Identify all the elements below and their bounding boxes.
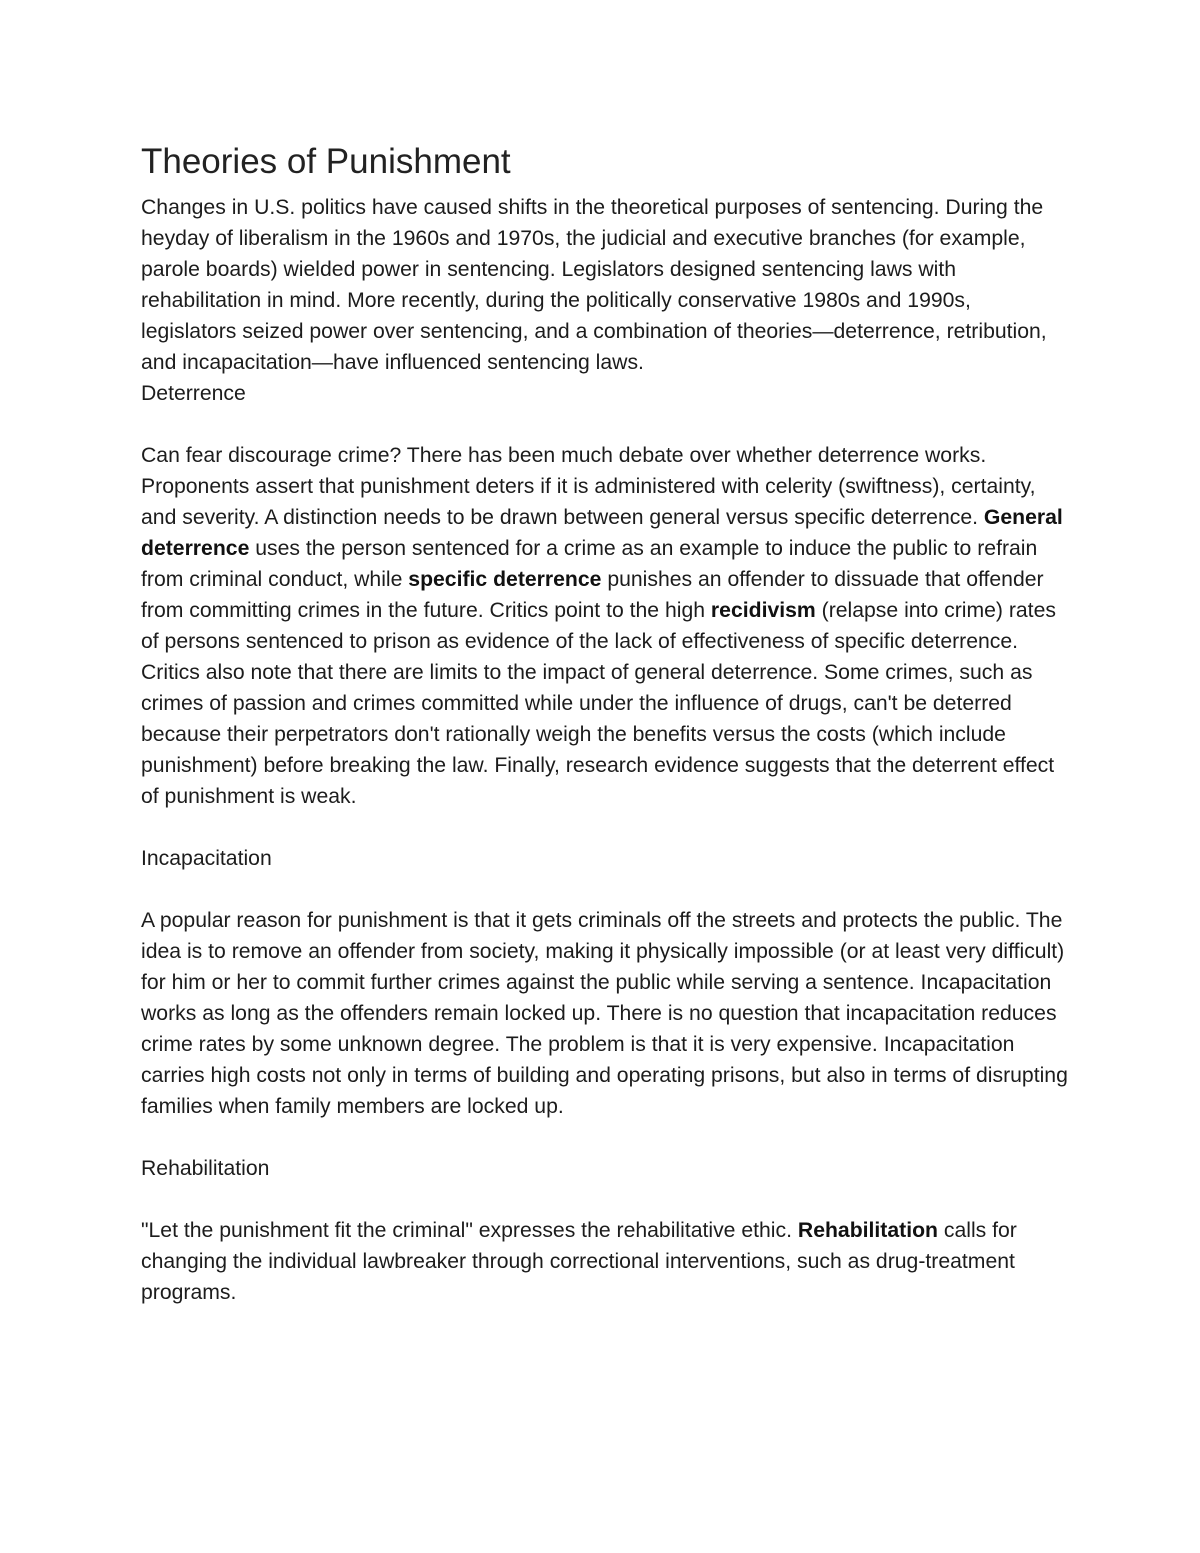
deterrence-text-3: punishes an offender to dissuade that offender from committing crimes in the future. Critics point to the high: [141, 568, 1044, 622]
rehabilitation-heading: Rehabilitation: [141, 1157, 270, 1180]
spacer: [141, 812, 1071, 843]
rehabilitation-text-1: "Let the punishment fit the criminal" expresses the rehabilitative ethic.: [141, 1219, 798, 1242]
document-body: [141, 140, 1071, 1308]
spacer: [141, 874, 1071, 905]
deterrence-text-4: (relapse into crime) rates of persons sentenced to prison as evidence of the lack of effectiveness of specific deterrence. Critics also note that there are limits to the impact of general deterrence. Some crimes, such as crimes of passion and crimes committed while under the influence of drugs, can't be deterred because their perpetrators don't rationally weigh the benefits versus the costs (which include punishment) before breaking the law. Finally, research evidence suggests that the deterrent effect of punishment is weak.: [141, 599, 1056, 808]
rehabilitation-paragraph: [141, 1215, 1071, 1308]
document-title: Theories of Punishment: [141, 142, 511, 181]
rehabilitation-text-2: calls for changing the individual lawbreaker through correctional interventions, such as drug-treatment programs.: [141, 1219, 1017, 1304]
term-general-deterrence: General deterrence: [141, 506, 1063, 560]
deterrence-heading: Deterrence: [141, 382, 246, 405]
term-recidivism: recidivism: [710, 599, 816, 622]
intro-paragraph: Changes in U.S. politics have caused shifts in the theoretical purposes of sentencing. During the heyday of liberalism in the 1960s and 1970s, the judicial and executive branches (for example, parole boards) wielded power in sentencing. Legislators designed sentencing laws with rehabilitation in mind. More recently, during the politically conservative 1980s and 1990s, legislators seized power over sentencing, and a combination of theories—deterrence, retribution, and incapacitation—have influenced sentencing laws.: [141, 196, 1047, 374]
deterrence-paragraph: [141, 440, 1071, 812]
deterrence-text-1: Can fear discourage crime? There has been much debate over whether deterrence works. Proponents assert that punishment deters if it is administered with celerity (swiftness), certainty, and severity. A distinction needs to be drawn between general versus specific deterrence.: [141, 444, 1036, 529]
spacer: [141, 1184, 1071, 1215]
incapacitation-paragraph: A popular reason for punishment is that it gets criminals off the streets and protects the public. The idea is to remove an offender from society, making it physically impossible (or at least very difficult) for him or her to commit further crimes against the public while serving a sentence. Incapacitation works as long as the offenders remain locked up. There is no question that incapacitation reduces crime rates by some unknown degree. The problem is that it is very expensive. Incapacitation carries high costs not only in terms of building and operating prisons, but also in terms of disrupting families when family members are locked up.: [141, 909, 1068, 1118]
deterrence-text-2: uses the person sentenced for a crime as an example to induce the public to refrain from criminal conduct, while: [141, 537, 1038, 591]
term-specific-deterrence: specific deterrence: [408, 568, 602, 591]
spacer: [141, 1122, 1071, 1153]
spacer: [141, 409, 1071, 440]
term-rehabilitation: Rehabilitation: [797, 1219, 938, 1242]
incapacitation-heading: Incapacitation: [141, 847, 272, 870]
